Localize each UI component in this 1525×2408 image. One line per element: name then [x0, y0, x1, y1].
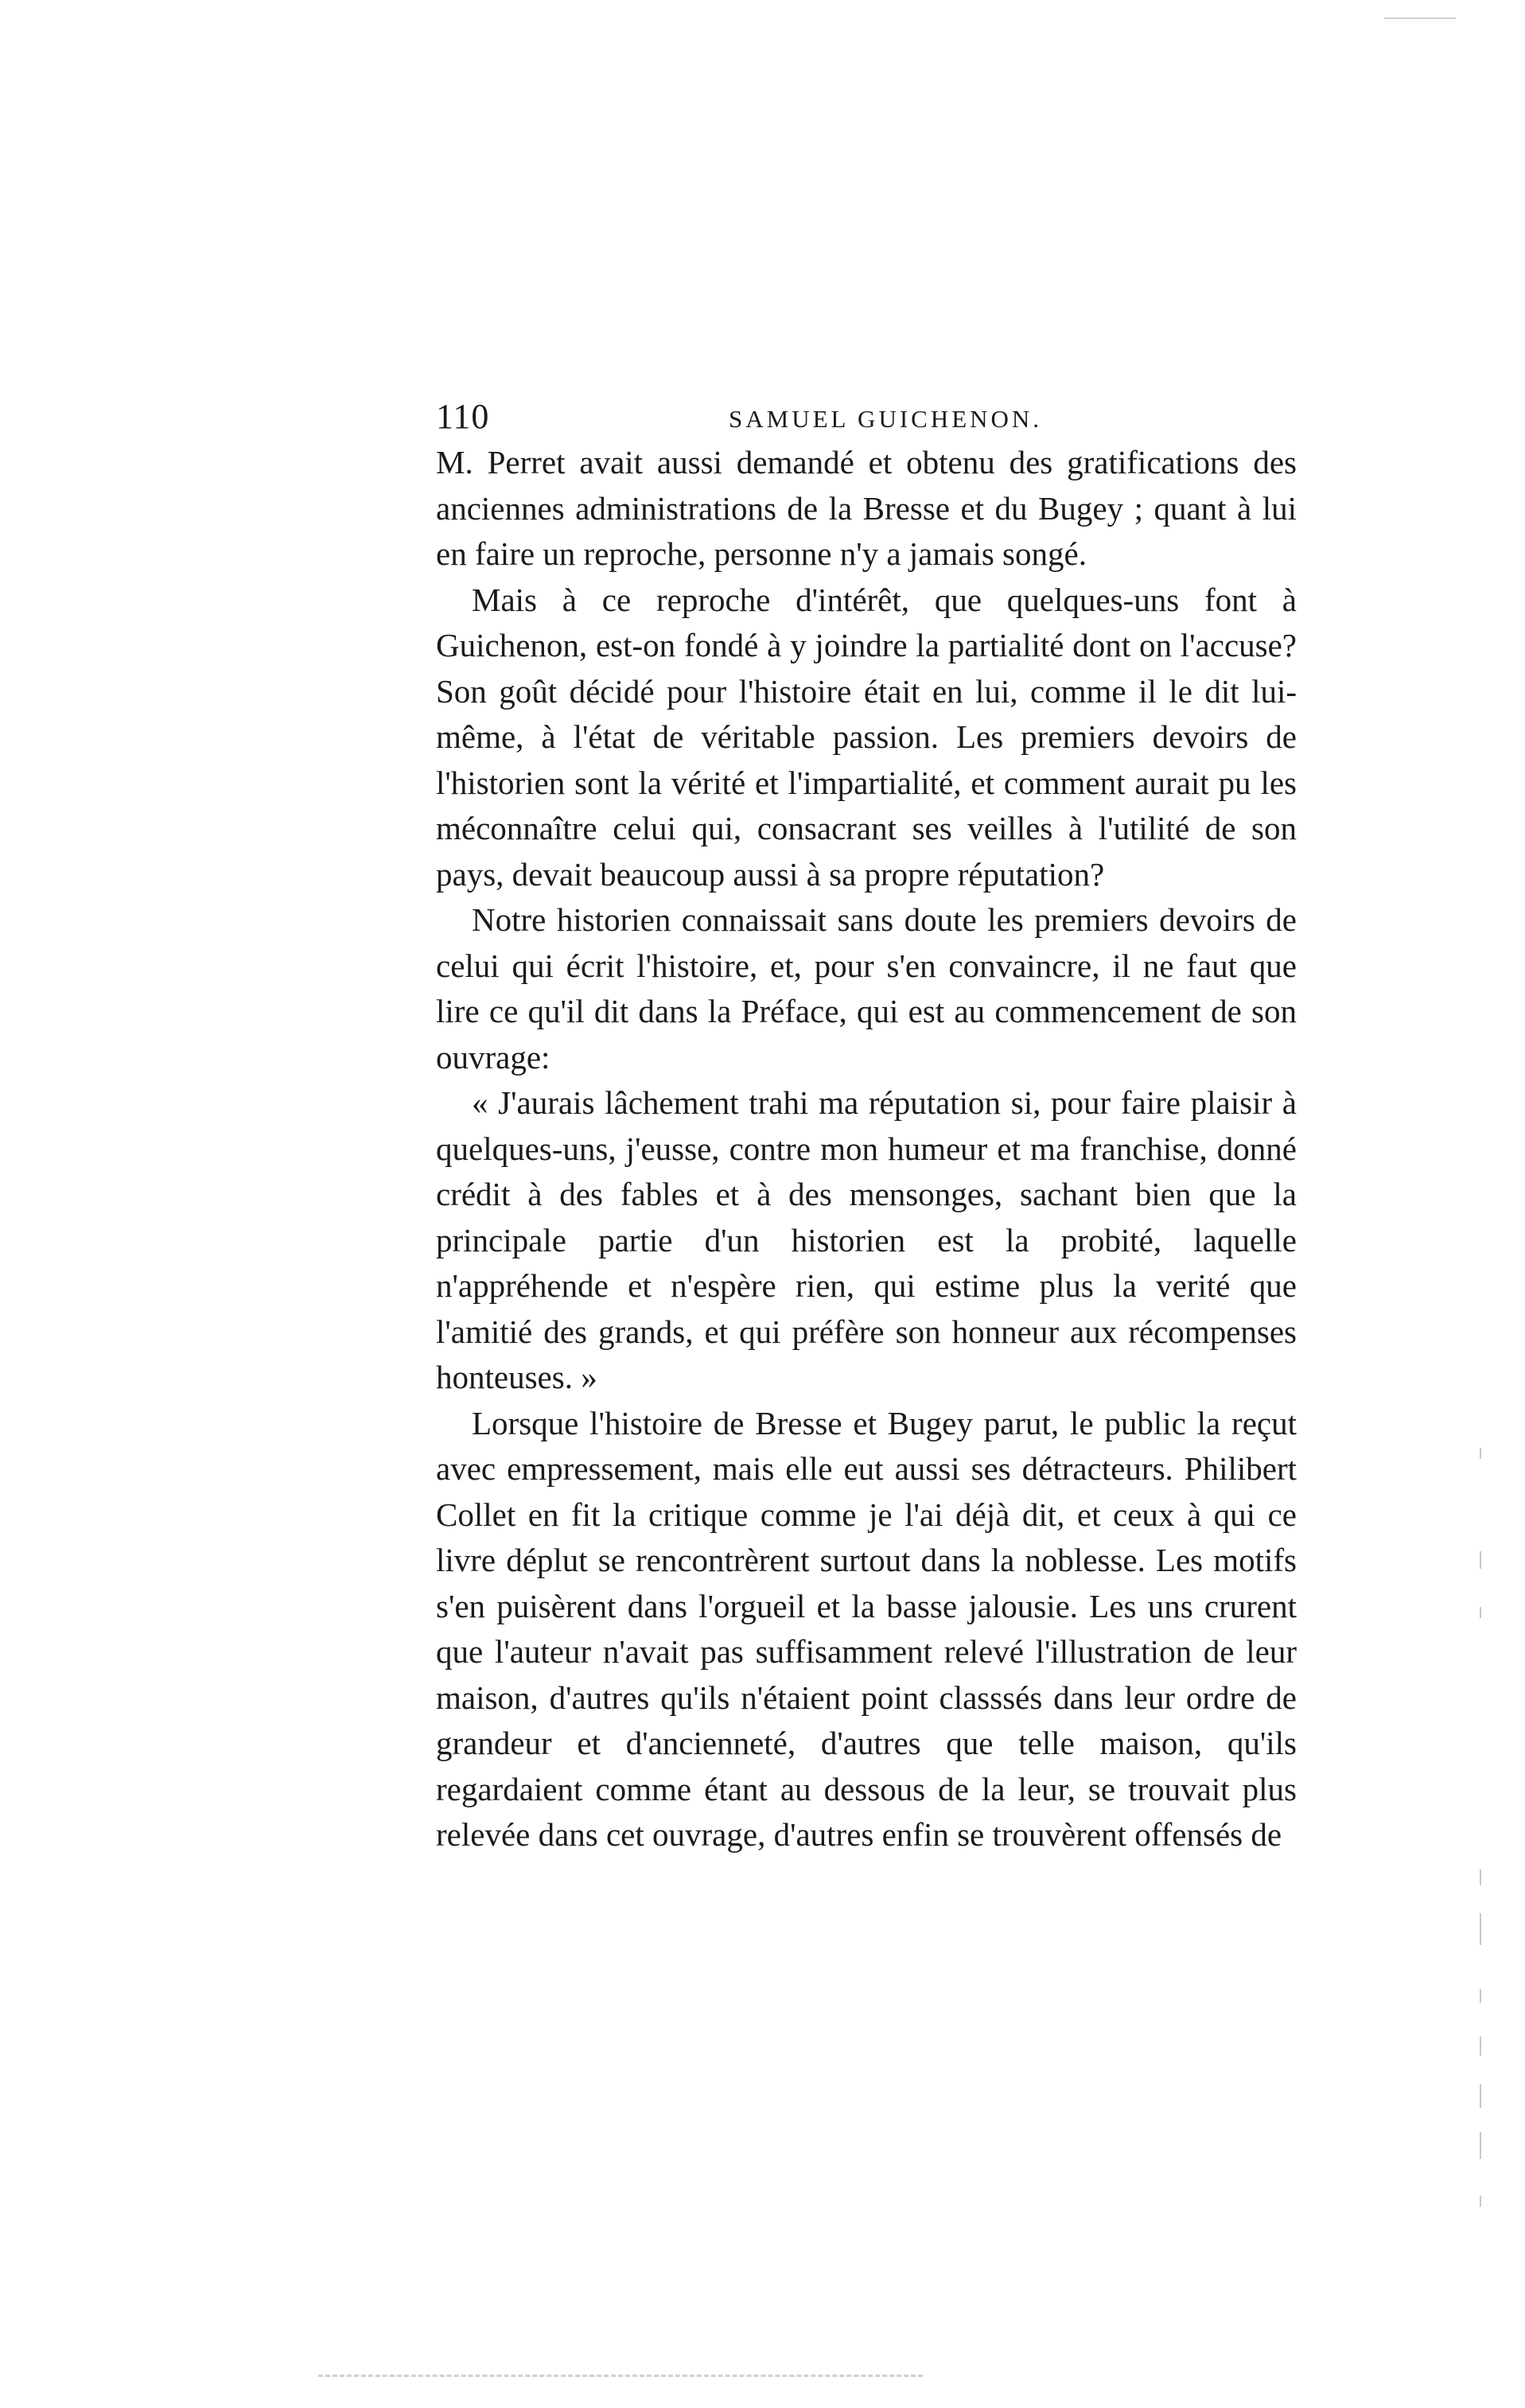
paragraph-3: Notre historien connaissait sans doute les premiers devoirs de celui qui écrit l'histoire, et, pour s'en convaincre, il ne faut que lire ce qu'il dit dans la Préface, qui est au commencement de son ouvrage: — [436, 901, 1297, 1076]
margin-tick — [1480, 1551, 1481, 1569]
paragraph-1: M. Perret avait aussi demandé et obtenu des gratifications des anciennes administrations de la Bresse et du Bugey ; quant à lui en faire un reproche, personne n'y a jamais songé. — [436, 444, 1297, 572]
margin-tick — [1480, 2196, 1481, 2207]
margin-tick — [1480, 1989, 1481, 2003]
scan-artifact-rule — [1384, 18, 1456, 19]
margin-tick — [1480, 1448, 1481, 1459]
running-title: SAMUEL GUICHENON. — [729, 405, 1043, 433]
page-number: 110 — [436, 397, 490, 436]
scan-margin-marks — [1480, 1448, 1489, 2243]
margin-tick — [1480, 1607, 1481, 1618]
margin-tick — [1480, 2084, 1481, 2108]
margin-tick — [1480, 2132, 1481, 2159]
margin-tick — [1480, 1913, 1481, 1945]
paragraph-4-quotation: « J'aurais lâchement trahi ma réputation si, pour faire plaisir à quelques-uns, j'eusse, contre mon humeur et ma franchise, donné crédit à des fables et à des mensonges, sachant bien que la principale partie d'un historien est la probité, laquelle n'appréhende et n'espère rien, qui estime plus la verité que l'amitié des grands, et qui préfère son honneur aux récompenses honteuses. » — [436, 1084, 1297, 1395]
margin-tick — [1480, 2036, 1481, 2056]
paragraph-5: Lorsque l'histoire de Bresse et Bugey parut, le public la reçut avec empressement, mais elle eut aussi ses détracteurs. Philibert Collet en fit la critique comme je l'ai déjà dit, et ceux à qui ce livre déplut se rencontrèrent surtout dans la noblesse. Les motifs s'en puisèrent dans l'orgueil et la basse jalousie. Les uns crurent que l'auteur n'avait pas suffisamment relevé l'illustration de leur maison, d'autres qu'ils n'étaient point classsés dans leur ordre de grandeur et d'ancienneté, d'autres que telle maison, qu'ils regardaient comme étant au dessous de la leur, se trouvait plus relevée dans cet ouvrage, d'autres enfin se trouvèrent offensés de — [436, 1404, 1297, 1853]
margin-tick — [1480, 1869, 1481, 1885]
scan-artifact-bottom-rule — [318, 2375, 923, 2377]
running-head — [436, 395, 1297, 439]
body-text — [436, 440, 1297, 1858]
paragraph-2: Mais à ce reproche d'intérêt, que quelques-uns font à Guichenon, est-on fondé à y joindre la partialité dont on l'accuse? Son goût décidé pour l'histoire était en lui, comme il le dit lui-même, à l'état de véritable passion. Les premiers devoirs de l'historien sont la vérité et l'impartialité, et comment aurait pu les méconnaître celui qui, consacrant ses veilles à l'utilité de son pays, devait beaucoup aussi à sa propre réputation? — [436, 581, 1297, 893]
